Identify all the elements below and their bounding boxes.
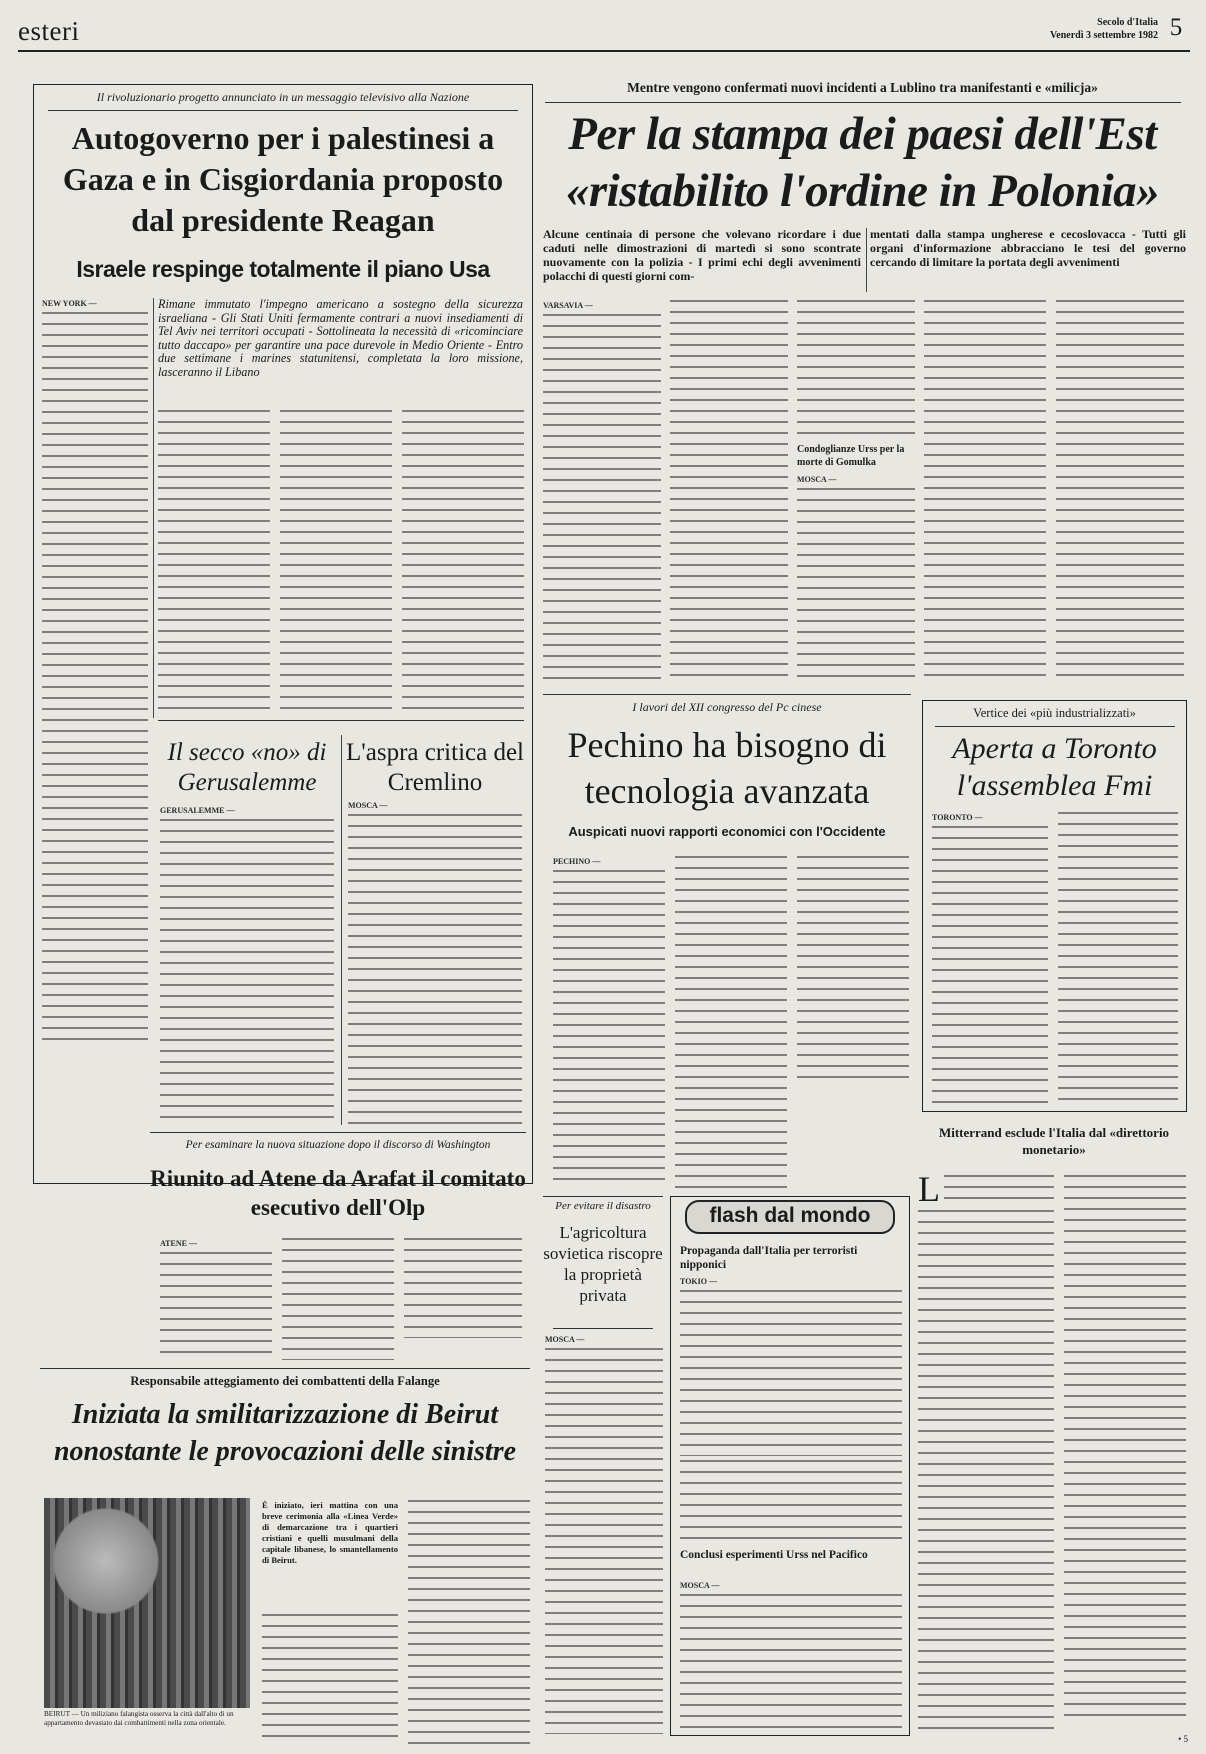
polonia-body-col-4	[924, 300, 1046, 682]
flash-item1-title: Propaganda dall'Italia per terroristi nipponici	[680, 1245, 858, 1271]
pechino-dateline: PECHINO —	[553, 857, 601, 866]
beirut-body-col-1	[262, 1614, 398, 1744]
fmi-body-col-1	[932, 812, 1048, 1104]
beirut-headline: Iniziata la smilitarizzazione di Beirut nonostante le provocazioni delle sinistre	[53, 1399, 517, 1467]
olp-body-col-3	[404, 1238, 522, 1338]
agri-top-rule	[543, 1196, 663, 1197]
flash-item2-body	[680, 1580, 902, 1730]
polonia-sub-headline: Condoglianze Urss per la morte di Gomulka	[797, 444, 905, 468]
polonia-headline: Per la stampa dei paesi dell'Est «ristabilito l'ordine in Polonia»	[565, 108, 1160, 217]
fmi-body-col-2	[1058, 812, 1178, 1104]
gerusalemme-headline: Il secco «no» di Gerusalemme	[167, 739, 327, 796]
sub-rule	[158, 720, 524, 721]
col-rule	[341, 735, 342, 1125]
reagan-body-col-3	[280, 410, 392, 710]
flash-title: flash dal mondo	[685, 1200, 895, 1234]
gerusalemme-body	[160, 805, 334, 1125]
flash-item2-dateline: MOSCA —	[680, 1581, 720, 1590]
flash-item1-body	[680, 1276, 902, 1456]
olp-headline: Riunito ad Atene da Arafat il comitato esecutivo dell'Olp	[150, 1166, 526, 1220]
olp-kicker: Per esaminare la nuova situazione dopo il discorso di Washington	[185, 1139, 491, 1151]
beirut-top-rule	[40, 1368, 530, 1369]
agri-rule	[553, 1328, 653, 1329]
gerusalemme-dateline: GERUSALEMME —	[160, 806, 235, 815]
beirut-body-col-2	[408, 1500, 530, 1744]
masthead-rule	[18, 50, 1190, 52]
reagan-dateline: NEW YORK —	[42, 299, 97, 308]
cremlino-body	[348, 800, 522, 1125]
reagan-headline: Autogoverno per i palestinesi a Gaza e in Cisgiordania proposto dal presidente Reagan	[62, 120, 504, 238]
polonia-kicker-rule	[545, 102, 1181, 103]
reagan-body-col-4	[402, 410, 524, 710]
page-number: 5	[1169, 14, 1183, 41]
section-label: esteri	[18, 16, 80, 46]
agricoltura-kicker: Per evitare il disastro	[555, 1200, 651, 1212]
cremlino-headline: L'aspra critica del Cremlino	[345, 739, 524, 796]
cremlino-dateline: MOSCA —	[348, 801, 388, 810]
beirut-kicker: Responsabile atteggiamento dei combattenti della Falange	[130, 1374, 440, 1388]
olp-dateline: ATENE —	[160, 1239, 197, 1248]
paper-name: Secolo d'Italia	[1097, 17, 1158, 28]
agricoltura-headline: L'agricoltura sovietica riscopre la proprietà privata	[543, 1223, 663, 1305]
pechino-body-col-2	[675, 856, 787, 1188]
mitterrand-dropcap: L	[918, 1172, 940, 1206]
mitterrand-body-col-2	[1064, 1175, 1186, 1720]
pechino-top-rule	[543, 694, 911, 695]
polonia-body-col-3	[797, 300, 915, 442]
pechino-subhead: Auspicati nuovi rapporti economici con l'Occidente	[568, 824, 886, 839]
issue-date: Venerdì 3 settembre 1982	[1049, 30, 1158, 41]
footer-mark: • 5	[1178, 1734, 1188, 1744]
fmi-headline: Aperta a Toronto l'assemblea Fmi	[952, 732, 1157, 802]
kicker-rule	[48, 110, 518, 111]
flash-item1-body-b	[680, 1460, 902, 1540]
fmi-dateline: TORONTO —	[932, 813, 983, 822]
fmi-kicker-rule	[935, 726, 1175, 727]
beirut-photo-caption: BEIRUT — Un miliziano falangista osserva la città dall'alto di un appartamento devastato dai combattimenti nella zona orientale.	[44, 1710, 234, 1728]
pechino-headline: Pechino ha bisogno di tecnologia avanzata	[567, 725, 887, 811]
reagan-kicker: Il rivoluzionario progetto annunciato in un messaggio televisivo alla Nazione	[96, 90, 470, 104]
col-rule	[866, 228, 867, 292]
fmi-kicker: Vertice dei «più industrializzati»	[973, 706, 1136, 720]
pechino-kicker: I lavori del XII congresso del Pc cinese	[632, 700, 822, 714]
mitterrand-headline: Mitterrand esclude l'Italia dal «direttorio monetario»	[938, 1125, 1170, 1157]
reagan-body-col-2	[158, 410, 270, 710]
agricoltura-body	[545, 1334, 663, 1734]
col-rule	[153, 298, 154, 718]
pechino-body-col-3	[797, 856, 909, 1086]
mitterrand-body-col-1b	[918, 1210, 1054, 1735]
olp-top-rule	[150, 1132, 526, 1133]
polonia-body-col-5	[1056, 300, 1184, 682]
olp-body-col-1	[160, 1238, 272, 1360]
flash-item2-title: Conclusi esperimenti Urss nel Pacifico	[680, 1549, 868, 1561]
polonia-body-col-1	[543, 300, 661, 682]
polonia-summary-a: Alcune centinaia di persone che volevano ricordare i due caduti nelle dimostrazioni di martedì si sono scontrate nuovamente con la polizia - I primi echi degli avvenimenti polacchi di questi giorni com-	[543, 227, 861, 283]
mitterrand-body-col-1	[944, 1175, 1054, 1205]
flash-item1-dateline: TOKIO —	[680, 1277, 717, 1286]
beirut-lead: È iniziato, ieri mattina con una breve cerimonia alla «Linea Verde» di demarcazione tra i quartieri cristiani e quelli musulmani della capitale libanese, lo smantellamento di Beirut.	[262, 1500, 398, 1565]
polonia-dateline: VARSAVIA —	[543, 301, 593, 310]
reagan-subhead: Israele respinge totalmente il piano Usa	[76, 256, 490, 282]
polonia-summary-b: mentati dalla stampa ungherese e cecoslovacca - Tutti gli organi d'informazione abbracciano le tesi del governo cercando di limitare la portata degli avvenimenti	[870, 227, 1186, 269]
reagan-body-col-1	[42, 298, 148, 1043]
polonia-body-col-2	[670, 300, 788, 682]
polonia-body-col-3b	[797, 474, 915, 682]
agricoltura-dateline: MOSCA —	[545, 1335, 585, 1344]
polonia-kicker: Mentre vengono confermati nuovi incidenti a Lublino tra manifestanti e «milicja»	[627, 80, 1098, 95]
pechino-body-col-1	[553, 856, 665, 1188]
polonia-sub-dateline: MOSCA —	[797, 475, 837, 484]
olp-body-col-2	[282, 1238, 394, 1360]
reagan-summary: Rimane immutato l'impegno americano a sostegno della sicurezza israeliana - Gli Stati Uniti fermamente contrari a nuovi insediamenti di Tel Aviv nei territori occupati - Sottolineata la necessità di «ricominciare tutto daccapo» per garantire una pace durevole in Medio Oriente - Entro due settimane i marines statunitensi, completata la loro missione, lasceranno il Libano	[158, 298, 523, 379]
beirut-photo	[44, 1498, 250, 1708]
